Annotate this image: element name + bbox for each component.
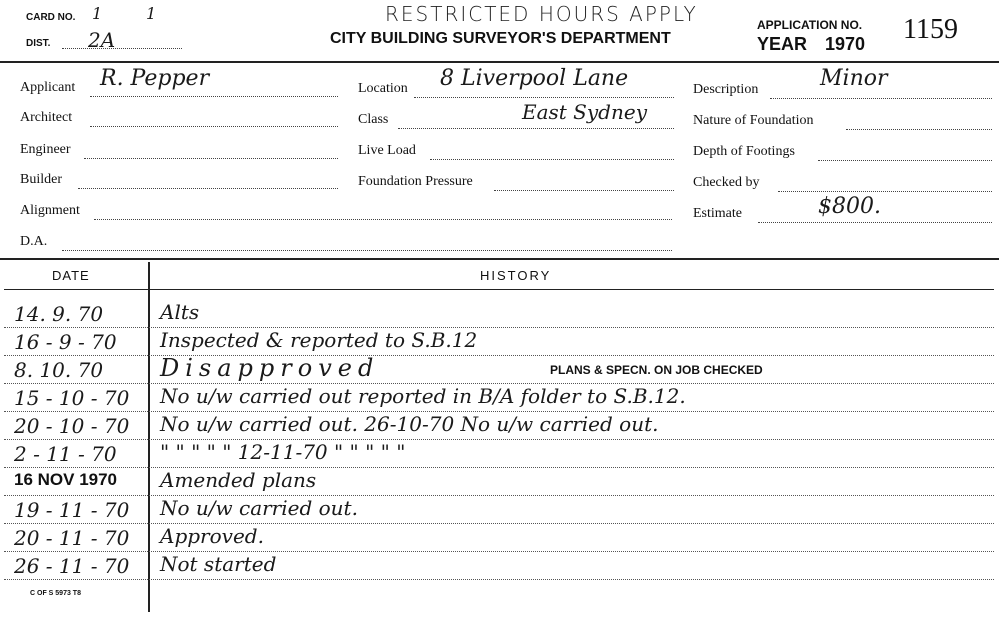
department-title: CITY BUILDING SURVEYOR'S DEPARTMENT — [330, 30, 671, 47]
dist-line — [62, 48, 182, 49]
history-text: Amended plans — [160, 468, 317, 492]
header-divider — [0, 61, 999, 63]
history-date: 14. 9. 70 — [14, 302, 104, 326]
card-no-extra: 1 — [146, 4, 157, 23]
location-suburb: East Sydney — [522, 100, 647, 124]
history-text: No u/w carried out reported in B/A folder to S.B.12. — [160, 384, 686, 408]
history-date: 16 - 9 - 70 — [14, 330, 117, 354]
history-date: 20 - 11 - 70 — [14, 526, 130, 550]
checked-by-label: Checked by — [693, 175, 760, 190]
application-no-label: APPLICATION NO. — [757, 18, 863, 32]
history-text: Alts — [160, 300, 200, 324]
estimate-label: Estimate — [693, 206, 742, 221]
history-text: Inspected & reported to S.B.12 — [160, 328, 478, 352]
da-label: D.A. — [20, 234, 48, 249]
plans-checked-stamp: PLANS & SPECN. ON JOB CHECKED — [550, 363, 763, 377]
history-text: Disapproved — [160, 354, 380, 382]
history-date: 20 - 10 - 70 — [14, 414, 130, 438]
live-load-label: Live Load — [358, 143, 416, 158]
date-header: DATE — [52, 268, 90, 283]
nature-of-foundation-label: Nature of Foundation — [693, 113, 814, 128]
foundation-pressure-label: Foundation Pressure — [358, 174, 473, 189]
restricted-hours-stamp: RESTRICTED HOURS APPLY — [385, 2, 698, 26]
year-label: YEAR — [757, 34, 808, 54]
dist-value: 2A — [88, 28, 116, 52]
card-no-value: 1 — [92, 4, 103, 23]
history-date-stamp: 16 NOV 1970 — [14, 470, 118, 489]
year-value: 1970 — [825, 34, 866, 54]
description-value: Minor — [820, 66, 888, 91]
location-label: Location — [358, 81, 408, 96]
history-date: 2 - 11 - 70 — [14, 442, 117, 466]
history-date: 26 - 11 - 70 — [14, 554, 130, 578]
card-no-label: CARD NO. — [26, 12, 76, 23]
history-text: " " " " " 12-11-70 " " " " " — [160, 440, 406, 464]
alignment-label: Alignment — [20, 203, 80, 218]
builder-label: Builder — [20, 172, 62, 187]
history-text: No u/w carried out. — [160, 496, 358, 520]
history-date: 8. 10. 70 — [14, 358, 104, 382]
history-date: 15 - 10 - 70 — [14, 386, 130, 410]
form-code: C OF S 5973 T8 — [30, 590, 81, 597]
applicant-value: R. Pepper — [100, 66, 210, 91]
depth-of-footings-label: Depth of Footings — [693, 144, 795, 159]
application-no: 1159 — [903, 14, 958, 45]
estimate-value: $800. — [818, 194, 881, 219]
engineer-label: Engineer — [20, 142, 71, 157]
history-text: No u/w carried out. 26-10-70 No u/w carried out. — [160, 412, 659, 436]
fields-divider — [0, 258, 999, 260]
class-label: Class — [358, 112, 389, 127]
location-value: 8 Liverpool Lane — [440, 66, 629, 91]
architect-label: Architect — [20, 110, 73, 125]
header-row-line — [4, 289, 994, 290]
description-label: Description — [693, 82, 759, 97]
dist-label: DIST. — [26, 38, 51, 49]
history-text: Not started — [160, 552, 277, 576]
history-header: HISTORY — [480, 268, 552, 283]
history-text: Approved. — [160, 524, 264, 548]
history-date: 19 - 11 - 70 — [14, 498, 130, 522]
date-column-divider — [148, 262, 150, 612]
applicant-label: Applicant — [20, 80, 76, 95]
